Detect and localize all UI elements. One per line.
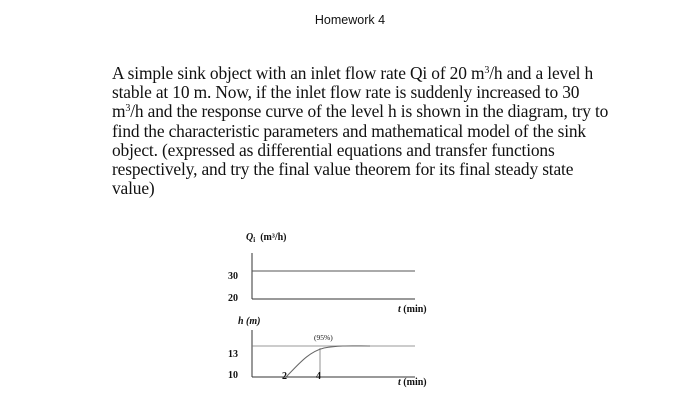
problem-statement (112, 64, 612, 198)
h-time-tick-2: 2 (282, 371, 287, 382)
qi-time-axis-label (398, 304, 427, 315)
h-response-curve (286, 346, 370, 377)
h-tick-13: 13 (228, 349, 238, 360)
problem-text-part-3: /h and the response curve of the level h is shown in the diagram, try to find the characteristic parameters and mathematical model of the sink object. (expressed as differential equations and transfer functions respectively, and try the final value theorem for its final steady state value) (112, 101, 609, 199)
cubic-superscript: 3 (484, 65, 490, 76)
response-diagram (220, 225, 470, 395)
qi-time-var: t (398, 304, 401, 315)
qi-tick-30: 30 (228, 271, 238, 282)
response-plot (220, 225, 470, 395)
slide-title: Homework 4 (314, 13, 386, 27)
qi-axis-unit: (m³/h) (260, 232, 287, 243)
h-tick-10: 10 (228, 370, 238, 381)
h-time-axis-label (398, 377, 427, 388)
h-axis-label: h (m) (238, 316, 261, 327)
h-time-tick-4: 4 (316, 371, 321, 382)
qi-tick-20: 20 (228, 293, 238, 304)
problem-text-part-2: /h and a level h stable at 10 m. Now, if the inlet flow rate is suddenly increased to 30 m (112, 63, 594, 122)
qi-axis-label (246, 232, 287, 244)
problem-text-part-1: A simple sink object with an inlet flow rate Qi of 20 m (112, 63, 485, 83)
cubic-superscript: 3 (125, 103, 131, 115)
qi-axis-subscript: i (253, 236, 256, 244)
qi-axis-symbol: Q (246, 232, 254, 243)
t95-annotation: (95%) (314, 333, 333, 342)
h-time-var: t (398, 377, 401, 388)
qi-time-unit: (min) (403, 304, 427, 315)
h-time-unit: (min) (403, 377, 427, 388)
